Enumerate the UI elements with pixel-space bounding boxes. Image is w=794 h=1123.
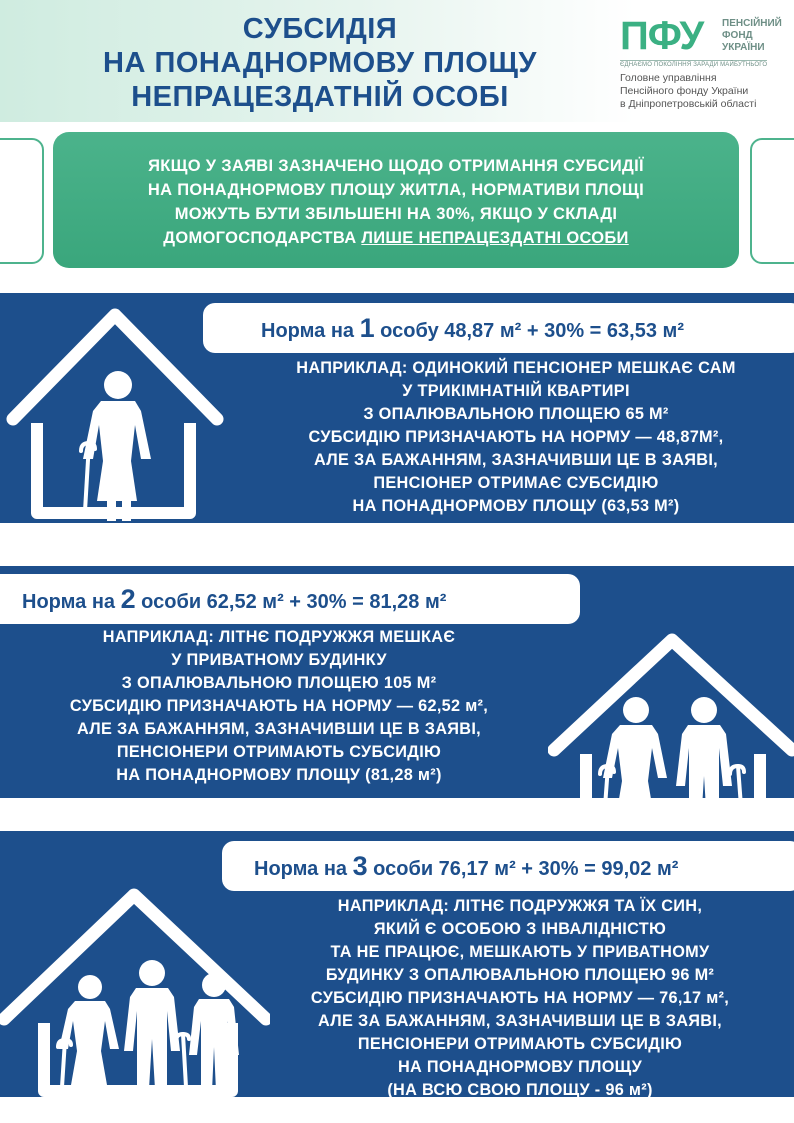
- norm-suffix: особи 62,52 м² + 30% = 81,28 м²: [135, 591, 447, 613]
- example-line: НА ПОНАДНОРМОВУ ПЛОЩУ (81,28 м²): [116, 766, 442, 784]
- example-line: НАПРИКЛАД: ЛІТНЄ ПОДРУЖЖЯ МЕШКАЄ: [102, 628, 456, 646]
- logo-dept-line: Пенсійного фонду України: [620, 85, 749, 97]
- page-title: [40, 12, 600, 114]
- elderly-man-icon: [124, 960, 180, 1089]
- example-text: [270, 895, 770, 1102]
- banner-side-tab-right: [750, 138, 794, 264]
- norm-count: 2: [120, 584, 136, 614]
- example-text: [0, 626, 558, 787]
- banner-emphasis: ЛИШЕ НЕПРАЦЕЗДАТНІ ОСОБИ: [361, 229, 629, 247]
- logo-department: [620, 72, 756, 111]
- norm-count: 3: [352, 851, 368, 881]
- norm-section-2-persons: [0, 566, 794, 798]
- norm-prefix: Норма на: [254, 858, 353, 880]
- elderly-woman-icon: [603, 697, 667, 824]
- elderly-man-icon: [676, 697, 732, 824]
- example-line: З ОПАЛЮВАЛЬНОЮ ПЛОЩЕЮ 105 М²: [121, 674, 437, 692]
- norm-section-3-persons: [0, 831, 794, 1097]
- logo-slogan: ЄДНАЄМО ПОКОЛІННЯ ЗАРАДИ МАЙБУТНЬОГО: [620, 62, 768, 68]
- title-line: НЕПРАЦЕЗДАТНІЙ ОСОБІ: [131, 81, 509, 113]
- example-line: БУДИНКУ З ОПАЛЮВАЛЬНОЮ ПЛОЩЕЮ 96 М²: [325, 966, 715, 984]
- example-line: НАПРИКЛАД: ЛІТНЄ ПОДРУЖЖЯ ТА ЇХ СИН,: [337, 897, 703, 915]
- title-line: НА ПОНАДНОРМОВУ ПЛОЩУ: [103, 47, 537, 79]
- example-line: З ОПАЛЮВАЛЬНОЮ ПЛОЩЕЮ 65 М²: [363, 405, 669, 423]
- example-line: НА ПОНАДНОРМОВУ ПЛОЩУ: [397, 1058, 642, 1076]
- example-line: АЛЕ ЗА БАЖАННЯМ, ЗАЗНАЧИВШИ ЦЕ В ЗАЯВІ,: [317, 1012, 723, 1030]
- example-line: НА ПОНАДНОРМОВУ ПЛОЩУ (63,53 М²): [352, 497, 680, 515]
- banner-side-tab-left: [0, 138, 44, 264]
- example-line: СУБСИДІЮ ПРИЗНАЧАЮТЬ НА НОРМУ — 62,52 м²,: [69, 697, 489, 715]
- house-icon: [0, 879, 270, 1109]
- norm-label: [222, 841, 794, 891]
- banner-line: МОЖУТЬ БУТИ ЗБІЛЬШЕНІ НА 30%, ЯКЩО У СКЛАДІ: [174, 205, 618, 223]
- norm-prefix: Норма на: [261, 320, 360, 342]
- example-line: ЯКИЙ Є ОСОБОЮ З ІНВАЛІДНІСТЮ: [373, 920, 667, 938]
- norm-section-1-person: [0, 293, 794, 523]
- elderly-woman-icon: [59, 975, 119, 1085]
- logo-dept-line: в Дніпропетровській області: [620, 98, 757, 110]
- norm-label: [203, 303, 794, 353]
- house-icon: [5, 301, 225, 521]
- banner-text: [53, 154, 739, 250]
- logo-dept-line: Головне управління: [620, 72, 717, 84]
- example-line: У ТРИКІМНАТНІЙ КВАРТИРІ: [402, 382, 630, 400]
- norm-prefix: Норма на: [22, 591, 121, 613]
- example-line: ПЕНСІОНЕРИ ОТРИМАЮТЬ СУБСИДІЮ: [357, 1035, 683, 1053]
- logo-name-line: УКРАЇНИ: [722, 42, 765, 53]
- banner-last-prefix: ДОМОГОСПОДАРСТВА: [163, 229, 362, 247]
- info-banner: [53, 132, 739, 268]
- pfu-logo: [620, 14, 790, 114]
- example-line: ТА НЕ ПРАЦЮЄ, МЕШКАЮТЬ У ПРИВАТНОМУ: [330, 943, 710, 961]
- example-text: [236, 357, 794, 518]
- norm-label: [0, 574, 580, 624]
- logo-mark: ПФУ: [620, 14, 704, 58]
- walking-cane-icon: [58, 1040, 71, 1087]
- banner-line-last: [53, 226, 739, 250]
- norm-suffix: особи 76,17 м² + 30% = 99,02 м²: [367, 858, 679, 880]
- example-line: У ПРИВАТНОМУ БУДИНКУ: [171, 651, 387, 669]
- example-line: СУБСИДІЮ ПРИЗНАЧАЮТЬ НА НОРМУ — 76,17 м²,: [310, 989, 730, 1007]
- banner-line: НА ПОНАДНОРМОВУ ПЛОЩУ ЖИТЛА, НОРМАТИВИ ПЛОЩІ: [147, 181, 645, 199]
- house-icon: [548, 624, 794, 824]
- walking-cane-icon: [730, 766, 744, 820]
- example-line: СУБСИДІЮ ПРИЗНАЧАЮТЬ НА НОРМУ — 48,87М²,: [308, 428, 724, 446]
- logo-name-line: ФОНД: [722, 30, 753, 41]
- norm-count: 1: [359, 313, 375, 343]
- header: [0, 0, 794, 122]
- example-line: АЛЕ ЗА БАЖАННЯМ, ЗАЗНАЧИВШИ ЦЕ В ЗАЯВІ,: [76, 720, 482, 738]
- logo-name-line: ПЕНСІЙНИЙ: [722, 18, 782, 29]
- title-line: СУБСИДІЯ: [242, 13, 398, 45]
- example-line: ПЕНСІОНЕРИ ОТРИМАЮТЬ СУБСИДІЮ: [116, 743, 442, 761]
- example-line: НАПРИКЛАД: ОДИНОКИЙ ПЕНСІОНЕР МЕШКАЄ САМ: [296, 359, 736, 377]
- example-line: ПЕНСІОНЕР ОТРИМАЄ СУБСИДІЮ: [373, 474, 659, 492]
- norm-suffix: особу 48,87 м² + 30% = 63,53 м²: [374, 320, 684, 342]
- banner-line: ЯКЩО У ЗАЯВІ ЗАЗНАЧЕНО ЩОДО ОТРИМАННЯ СУБСИДІЇ: [148, 157, 644, 175]
- example-line: (НА ВСЮ СВОЮ ПЛОЩУ - 96 м²): [387, 1081, 653, 1099]
- logo-name: [722, 18, 782, 54]
- example-line: АЛЕ ЗА БАЖАННЯМ, ЗАЗНАЧИВШИ ЦЕ В ЗАЯВІ,: [313, 451, 719, 469]
